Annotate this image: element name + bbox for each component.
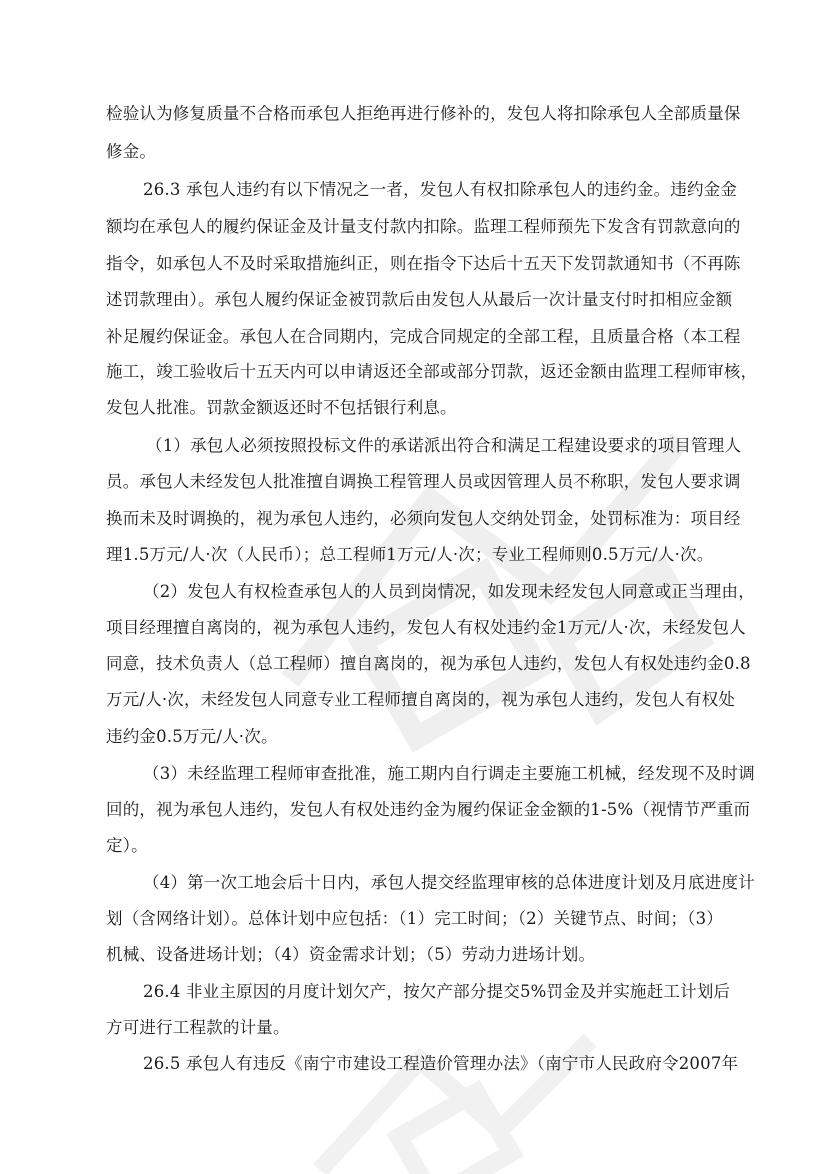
- text-line-15: 项目经理擅自离岗的，视为承包人违约，发包人有权处违约金1万元/人·次，未经发包人: [106, 618, 746, 637]
- text-line-6: 述罚款理由）。承包人履约保证金被罚款后由发包人从最后一次计量支付时扣相应金额: [106, 290, 733, 309]
- text-line-18: 违约金0.5万元/人·次。: [106, 727, 278, 746]
- text-line-14: （2）发包人有权检查承包人的人员到岗情况，如发现未经发包人同意或正当理由，: [143, 582, 755, 601]
- text-line-16: 同意，技术负责人（总工程师）擅自离岗的，视为承包人违约，发包人有权处违约金0.8: [106, 654, 751, 673]
- text-line-11: 员。承包人未经发包人批准擅自调换工程管理人员或因管理人员不称职，发包人要求调: [106, 472, 741, 491]
- text-line-13: 理1.5万元/人·次（人民币）；总工程师1万元/人·次；专业工程师则0.5万元/人·次。: [106, 545, 714, 564]
- text-line-26: 方可进行工程款的计量。: [106, 1018, 290, 1037]
- text-line-23: 划（含网络计划）。总体计划中应包括：（1）完工时间；（2）关键节点、时间；（3）: [106, 909, 723, 928]
- text-line-4: 额均在承包人的履约保证金及计量支付款内扣除。监理工程师预先下发含有罚款意向的: [106, 217, 741, 236]
- text-line-7: 补足履约保证金。承包人在合同期内，完成合同规定的全部工程，且质量合格（本工程: [106, 327, 741, 346]
- text-line-24: 机械、设备进场计划；（4）资金需求计划；（5）劳动力进场计划。: [106, 945, 596, 964]
- text-line-27: 26.5 承包人有违反《南宁市建设工程造价管理办法》（南宁市人民政府令2007年: [143, 1054, 739, 1073]
- text-line-20: 回的，视为承包人违约，发包人有权处违约金为履约保证金金额的1-5%（视情节严重而: [106, 800, 751, 819]
- text-line-5: 指令，如承包人不及时采取措施纠正，则在指令下达后十五天下发罚款通知书（不再陈: [106, 254, 741, 273]
- text-line-3: 26.3 承包人违约有以下情况之一者，发包人有权扣除承包人的违约金。违约金金: [143, 180, 738, 199]
- text-line-21: 定）。: [106, 836, 148, 855]
- text-line-17: 万元/人·次，未经发包人同意专业工程师擅自离岗的，视为承包人违约，发包人有权处: [106, 690, 736, 709]
- text-line-25: 26.4 非业主原因的月度计划欠产，按欠产部分提交5%罚金及并实施赶工计划后: [143, 982, 731, 1001]
- text-line-10: （1）承包人必须按照投标文件的承诺派出符合和满足工程建设要求的项目管理人: [146, 436, 742, 455]
- text-line-19: （3）未经监理工程师审查批准，施工期内自行调走主要施工机械，经发现不及时调: [143, 764, 755, 783]
- text-line-1: 检验认为修复质量不合格而承包人拒绝再进行修补的，发包人将扣除承包人全部质量保: [106, 104, 741, 123]
- text-line-9: 发包人批准。罚款金额返还时不包括银行利息。: [106, 398, 457, 417]
- text-line-2: 修金。: [106, 142, 157, 161]
- text-line-12: 换而未及时调换的，视为承包人违约，必须向发包人交纳处罚金，处罚标准为：项目经: [106, 509, 741, 528]
- text-line-8: 施工，竣工验收后十五天内可以申请返还全部或部分罚款，返还金额由监理工程师审核，: [106, 362, 758, 381]
- text-line-22: （4）第一次工地会后十日内，承包人提交经监理审核的总体进度计划及月底进度计: [143, 873, 755, 892]
